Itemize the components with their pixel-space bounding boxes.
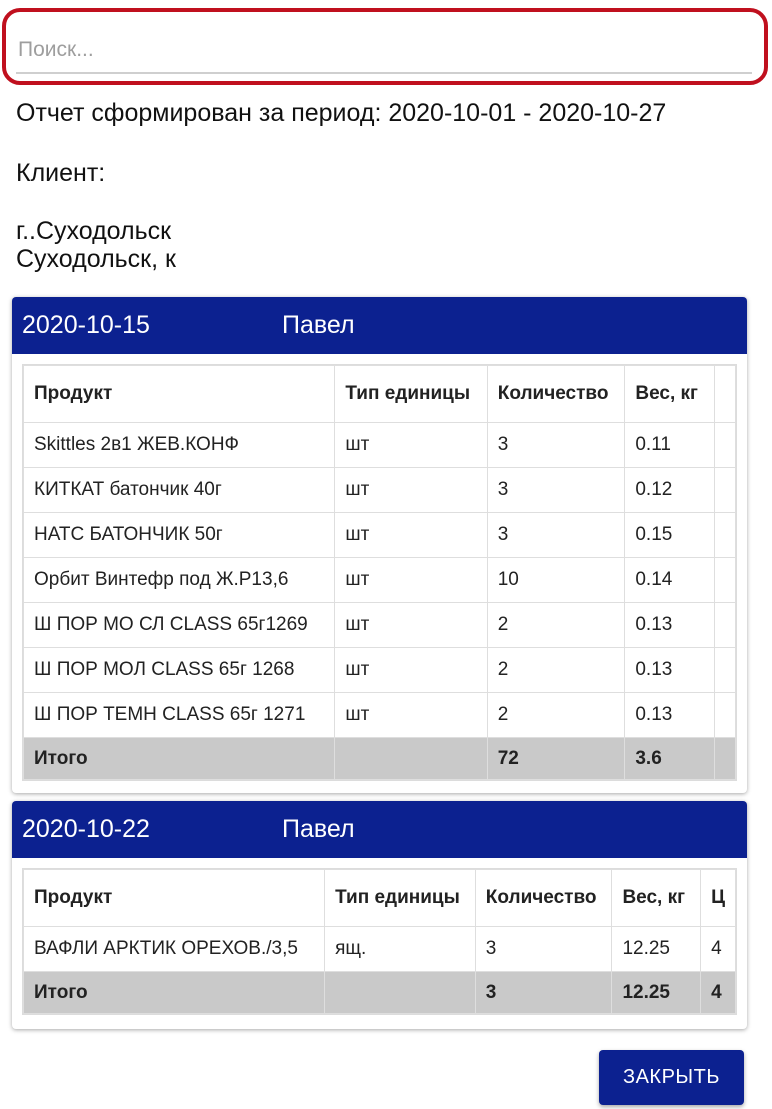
order-agent: Павел [282, 815, 355, 843]
order-table-container[interactable] [22, 868, 737, 1015]
report-period: Отчет сформирован за период: 2020-10-01 - 2020-10-27 [16, 99, 667, 127]
total-overflow [714, 738, 735, 780]
total-price-truncated: 4 [701, 972, 736, 1014]
total-empty-cell [335, 738, 487, 780]
cell-overflow [714, 513, 735, 558]
cell-weight: 0.13 [625, 693, 715, 738]
cell-quantity: 2 [487, 603, 625, 648]
cell-unit-type: шт [335, 558, 487, 603]
cell-overflow [714, 558, 735, 603]
table-row [24, 423, 736, 468]
total-weight: 3.6 [625, 738, 715, 780]
cell-quantity: 3 [475, 927, 612, 972]
cell-quantity: 3 [487, 423, 625, 468]
total-label: Итого [24, 738, 335, 780]
order-date: 2020-10-22 [22, 815, 150, 843]
table-header-row [24, 870, 736, 927]
cell-overflow [714, 468, 735, 513]
cell-unit-type: шт [335, 693, 487, 738]
cell-overflow [714, 423, 735, 468]
cell-quantity: 3 [487, 468, 625, 513]
order-agent: Павел [282, 311, 355, 339]
order-card [12, 801, 747, 1029]
total-empty-cell [325, 972, 476, 1014]
cell-quantity: 10 [487, 558, 625, 603]
client-label: Клиент: [16, 159, 106, 187]
cell-unit-type: ящ. [325, 927, 476, 972]
table-row [24, 927, 736, 972]
column-header-product: Продукт [24, 366, 335, 423]
cell-unit-type: шт [335, 423, 487, 468]
column-header-unit-type: Тип единицы [325, 870, 476, 927]
cell-weight: 0.11 [625, 423, 715, 468]
cell-unit-type: шт [335, 648, 487, 693]
cell-unit-type: шт [335, 603, 487, 648]
cell-weight: 0.14 [625, 558, 715, 603]
table-total-row [24, 972, 736, 1014]
column-header-price-truncated: Ц [701, 870, 736, 927]
total-label: Итого [24, 972, 325, 1014]
column-header-weight: Вес, кг [612, 870, 701, 927]
order-date: 2020-10-15 [22, 311, 150, 339]
cell-weight: 0.15 [625, 513, 715, 558]
close-button[interactable]: ЗАКРЫТЬ [599, 1050, 744, 1105]
column-header-overflow [714, 366, 735, 423]
cell-weight: 12.25 [612, 927, 701, 972]
search-input[interactable] [16, 22, 752, 74]
total-weight: 12.25 [612, 972, 701, 1014]
client-address-line1: г..Суходольск [16, 217, 172, 245]
order-table [23, 869, 736, 1014]
cell-quantity: 2 [487, 693, 625, 738]
cell-product: Ш ПОР МОЛ CLASS 65г 1268 [24, 648, 335, 693]
cell-overflow [714, 603, 735, 648]
cell-overflow [714, 648, 735, 693]
cell-price-truncated: 4 [701, 927, 736, 972]
cell-quantity: 3 [487, 513, 625, 558]
cell-unit-type: шт [335, 513, 487, 558]
order-table [23, 365, 736, 780]
client-address-line2: Суходольск, к [16, 245, 176, 273]
table-row [24, 603, 736, 648]
cell-overflow [714, 693, 735, 738]
total-quantity: 3 [475, 972, 612, 1014]
cell-unit-type: шт [335, 468, 487, 513]
column-header-weight: Вес, кг [625, 366, 715, 423]
cell-weight: 0.13 [625, 648, 715, 693]
cell-quantity: 2 [487, 648, 625, 693]
cell-product: Ш ПОР ТЕМН CLASS 65г 1271 [24, 693, 335, 738]
cell-weight: 0.12 [625, 468, 715, 513]
order-header [12, 801, 747, 858]
column-header-quantity: Количество [475, 870, 612, 927]
cell-product: Ш ПОР МО СЛ CLASS 65г1269 [24, 603, 335, 648]
table-row [24, 648, 736, 693]
table-row [24, 513, 736, 558]
table-row [24, 558, 736, 603]
column-header-product: Продукт [24, 870, 325, 927]
table-row [24, 468, 736, 513]
order-card [12, 297, 747, 793]
cell-product: ВАФЛИ АРКТИК ОРЕХОВ./3,5 [24, 927, 325, 972]
table-header-row [24, 366, 736, 423]
cell-product: Skittles 2в1 ЖЕВ.КОНФ [24, 423, 335, 468]
column-header-quantity: Количество [487, 366, 625, 423]
cell-product: КИТКАТ батончик 40г [24, 468, 335, 513]
cell-weight: 0.13 [625, 603, 715, 648]
total-quantity: 72 [487, 738, 625, 780]
table-row [24, 693, 736, 738]
cell-product: НАТС БАТОНЧИК 50г [24, 513, 335, 558]
table-total-row [24, 738, 736, 780]
order-header [12, 297, 747, 354]
cell-product: Орбит Винтефр под Ж.Р13,6 [24, 558, 335, 603]
order-table-container[interactable] [22, 364, 737, 781]
search-container [2, 8, 768, 85]
column-header-unit-type: Тип единицы [335, 366, 487, 423]
